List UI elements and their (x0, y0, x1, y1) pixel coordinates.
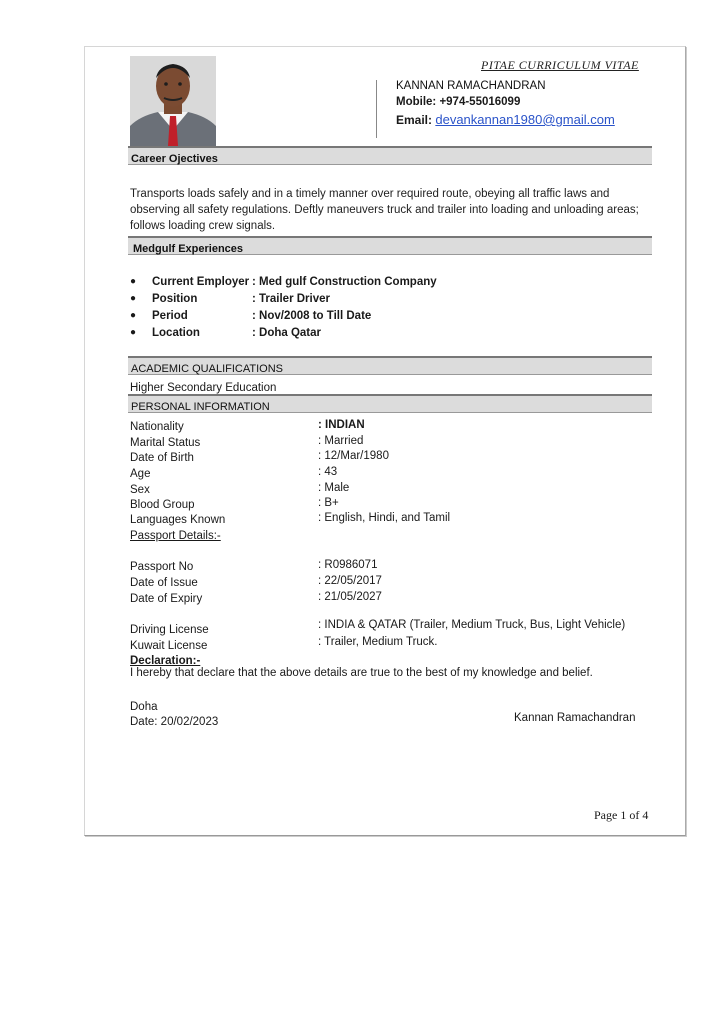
info-key: Date of Expiry (130, 593, 203, 605)
list-item (130, 327, 550, 344)
experience-value: : Doha Qatar (252, 327, 322, 339)
info-value: : 43 (318, 466, 338, 478)
info-key: Driving License (130, 624, 209, 636)
academic-heading: ACADEMIC QUALIFICATIONS (131, 363, 283, 375)
email-row (396, 112, 615, 127)
info-key: Blood Group (130, 499, 195, 511)
info-value: : 12/Mar/1980 (318, 450, 389, 462)
declaration-heading: Declaration:- (130, 655, 201, 667)
info-value: : B+ (318, 497, 339, 509)
info-value: : Male (318, 482, 350, 494)
info-value: : Trailer, Medium Truck. (318, 636, 438, 648)
list-item (130, 276, 550, 293)
info-key: Sex (130, 484, 150, 496)
info-key: Age (130, 468, 151, 480)
info-key: Marital Status (130, 437, 201, 449)
mobile-number: Mobile: +974-55016099 (396, 96, 521, 108)
list-item (130, 293, 550, 310)
info-value: : 22/05/2017 (318, 575, 382, 587)
declaration-place: Doha (130, 701, 158, 713)
signature-name: Kannan Ramachandran (514, 712, 636, 724)
info-value: : INDIAN (318, 419, 365, 431)
experience-value: : Nov/2008 to Till Date (252, 310, 372, 322)
info-key: Date of Birth (130, 452, 194, 464)
profile-photo (130, 56, 216, 148)
info-value: : Married (318, 435, 364, 447)
experience-label: Current Employer (152, 276, 250, 288)
info-value: : R0986071 (318, 559, 378, 571)
info-value: : 21/05/2027 (318, 591, 382, 603)
bullet-icon: ● (130, 276, 137, 287)
cv-title: PITAE CURRICULUM VITAE (481, 58, 639, 72)
academic-text: Higher Secondary Education (130, 382, 277, 394)
info-key: Passport No (130, 561, 194, 573)
list-item (130, 310, 550, 327)
experience-list (130, 276, 550, 344)
page-number: Page 1 of 4 (594, 808, 649, 822)
experience-label: Position (152, 293, 198, 305)
email-link[interactable]: devankannan1980@gmail.com (435, 112, 615, 127)
info-key: Languages Known (130, 514, 226, 526)
declaration-date: Date: 20/02/2023 (130, 716, 219, 728)
career-objective-text: Transports loads safely and in a timely manner over required route, obeying all traffic laws and observing all safety regulations. Deftly maneuvers truck and trailer into loading and unloading areas; follows loading crew signals. (130, 188, 639, 232)
info-value: : INDIA & QATAR (Trailer, Medium Truck, Bus, Light Vehicle) (318, 619, 626, 631)
experience-value: : Trailer Driver (252, 293, 330, 305)
passport-heading: Passport Details:- (130, 530, 221, 542)
experience-value: : Med gulf Construction Company (252, 276, 437, 288)
email-label: Email: (396, 113, 436, 127)
info-key: Date of Issue (130, 577, 198, 589)
header-divider (376, 80, 377, 138)
candidate-name: KANNAN RAMACHANDRAN (396, 80, 546, 92)
info-key: Nationality (130, 421, 184, 433)
declaration-text: I hereby that declare that the above details are true to the best of my knowledge and belief. (130, 667, 593, 679)
personal-heading: PERSONAL INFORMATION (131, 401, 270, 413)
bullet-icon: ● (130, 310, 137, 321)
info-value: : English, Hindi, and Tamil (318, 512, 451, 524)
info-key: Kuwait License (130, 640, 208, 652)
bullet-icon: ● (130, 293, 137, 304)
career-heading: Career Ojectives (131, 153, 218, 165)
experience-heading: Medgulf Experiences (133, 243, 244, 255)
bullet-icon: ● (130, 327, 137, 338)
experience-label: Period (152, 310, 188, 322)
experience-label: Location (152, 327, 200, 339)
